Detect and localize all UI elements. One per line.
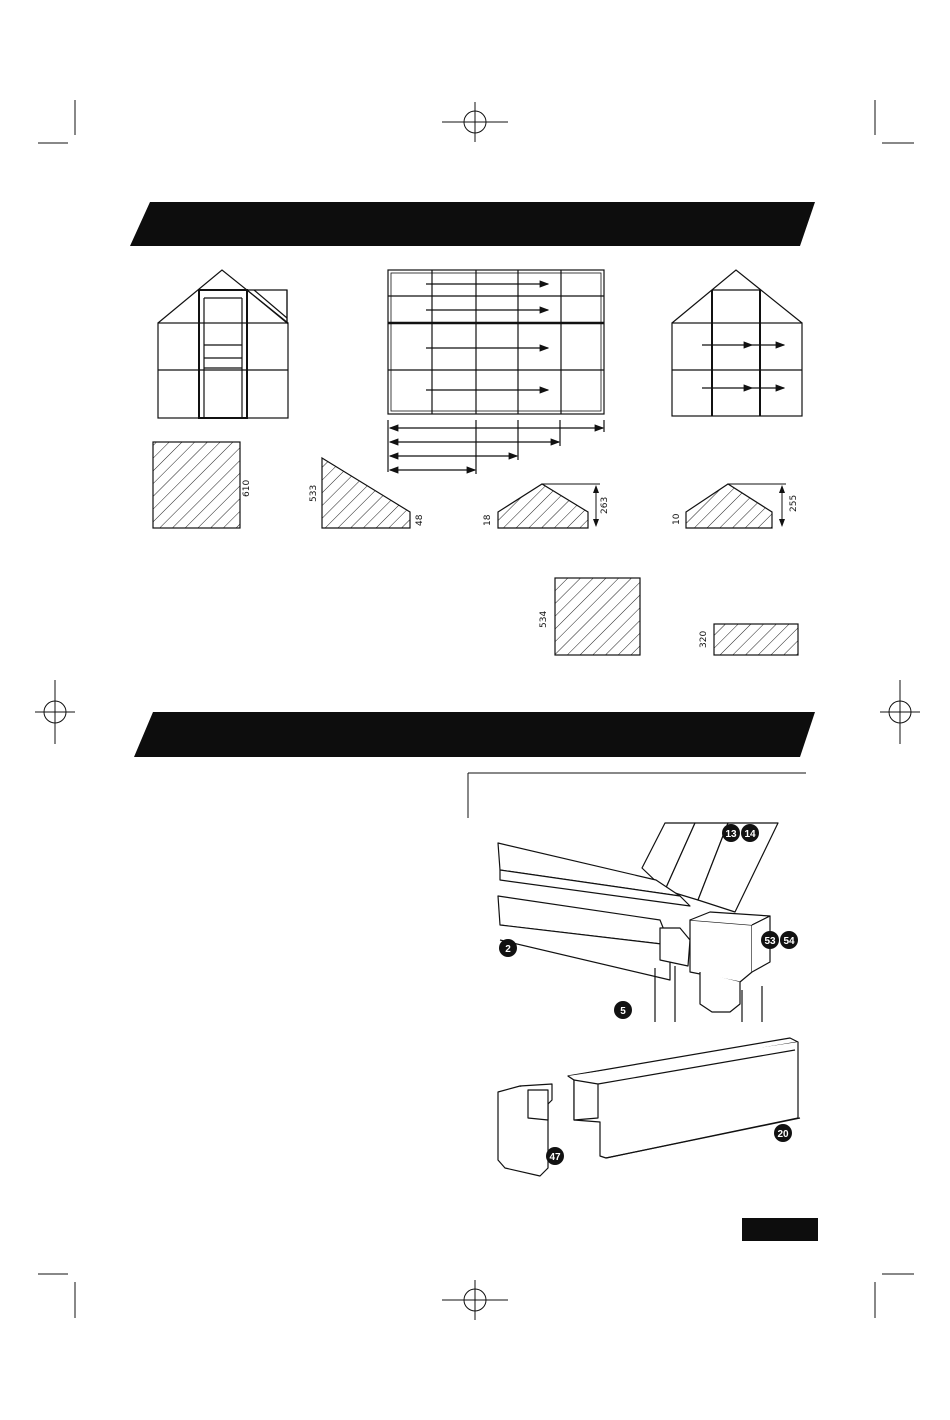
page-number-tab [742,1218,818,1241]
svg-text:14: 14 [744,829,756,840]
dim-label-10: 10 [672,513,682,525]
dim-label-18: 18 [483,514,493,526]
svg-text:13: 13 [725,829,737,840]
registration-mark-left [35,680,75,744]
dim-label-48: 48 [415,514,425,526]
callout-54 [780,931,798,949]
dim-label-320: 320 [699,630,709,648]
callout-47 [546,1147,564,1165]
illustration-frame [468,773,806,818]
panel-gable-front [498,484,588,528]
callout-53 [761,931,779,949]
registration-mark-top [442,102,508,142]
svg-text:20: 20 [777,1129,789,1140]
section-banner-middle [134,712,815,757]
panel-square-610 [153,442,240,528]
front-elevation-diagram [158,270,288,418]
panel-trapezoid-533 [322,458,410,528]
svg-text:54: 54 [783,936,795,947]
side-panel-grid-diagram [388,270,604,474]
callout-5 [614,1001,632,1019]
callout-2 [499,939,517,957]
svg-text:5: 5 [620,1006,626,1017]
rear-elevation-diagram [672,270,802,416]
callout-14 [741,824,759,842]
svg-text:47: 47 [549,1152,561,1163]
registration-mark-right [880,680,920,744]
svg-text:53: 53 [764,936,776,947]
section-banner-top [130,202,815,246]
dim-label-610: 610 [242,479,252,497]
dim-label-263: 263 [600,496,610,514]
panel-gable-rear [686,484,772,528]
svg-text:2: 2 [505,944,511,955]
panel-small-320 [714,624,798,655]
panel-door-534 [555,578,640,655]
dim-label-255: 255 [789,494,799,512]
callout-20 [774,1124,792,1142]
bar-endcap-illustration [498,1038,800,1176]
dim-label-533: 533 [309,484,319,502]
dim-label-534: 534 [539,610,549,628]
callout-13 [722,824,740,842]
gutter-assembly-illustration [498,823,778,1022]
registration-mark-bottom [442,1280,508,1320]
